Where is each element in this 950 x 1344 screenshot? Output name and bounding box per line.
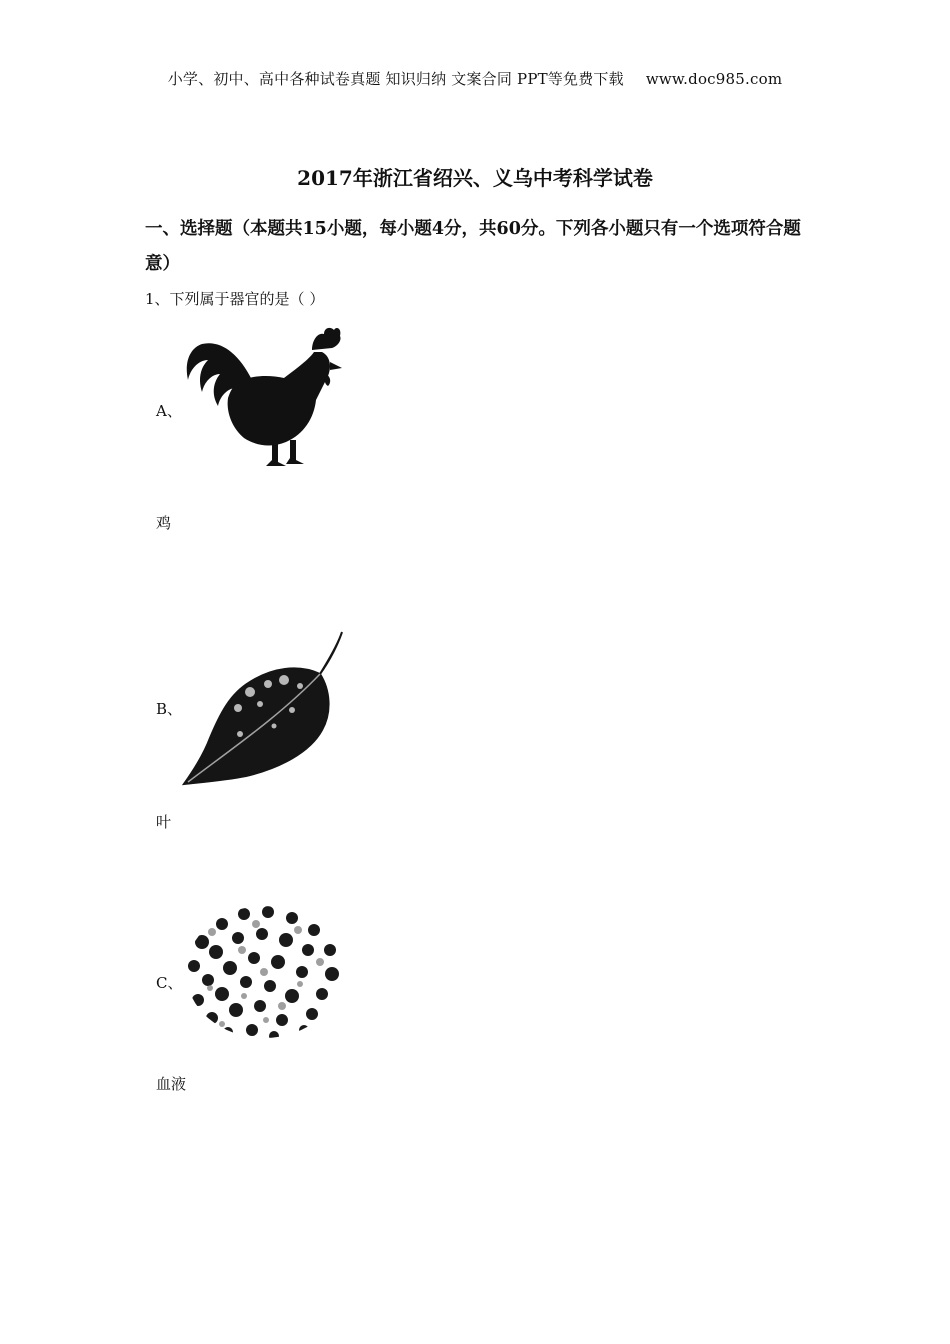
option-b-caption: 叶 <box>156 813 172 831</box>
header-text: 小学、初中、高中各种试卷真题 知识归纳 文案合同 PPT等免费下载 <box>167 70 624 88</box>
question-1-stem: 1、下列属于器官的是（ ） <box>145 290 325 308</box>
option-a-caption: 鸡 <box>156 514 172 532</box>
option-c-letter: C、 <box>156 974 183 992</box>
option-b-letter: B、 <box>156 700 183 718</box>
blood-cells-icon <box>182 902 346 1042</box>
exam-title: 2017年浙江省绍兴、义乌中考科学试卷 <box>297 166 653 190</box>
option-c-caption: 血液 <box>156 1075 187 1093</box>
rooster-silhouette-icon <box>180 322 350 470</box>
section-heading: 一、选择题（本题共15小题，每小题4分，共60分。下列各小题只有一个选项符合题意） <box>145 219 801 274</box>
leaf-silhouette-icon <box>180 630 350 788</box>
header-site: www.doc985.com <box>645 70 783 88</box>
option-a-letter: A、 <box>156 402 182 420</box>
page-header <box>0 68 950 89</box>
